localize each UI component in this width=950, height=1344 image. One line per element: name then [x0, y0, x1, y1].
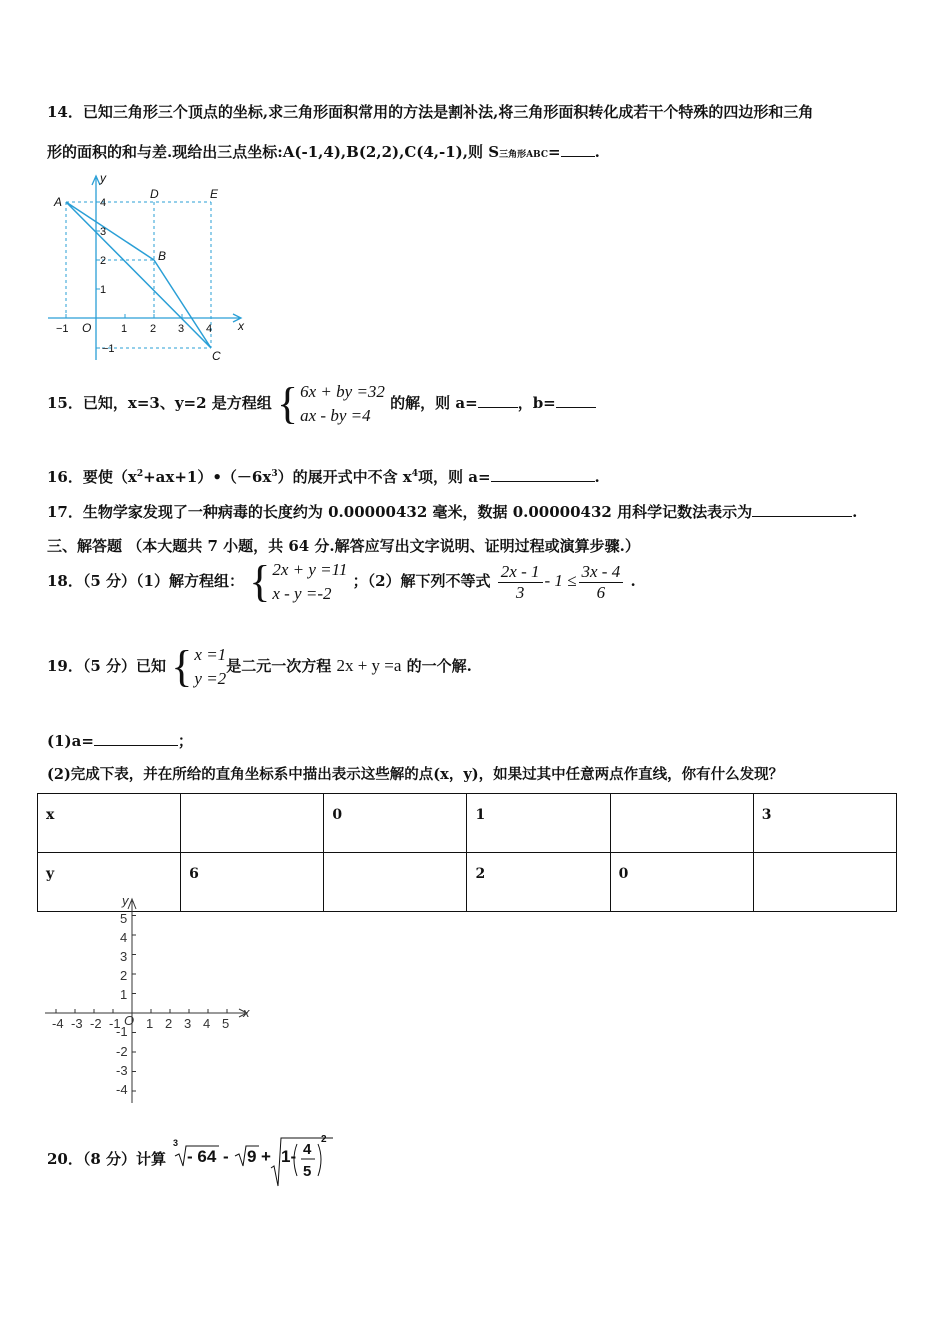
q19-prefix: 19．（5 分）已知 — [47, 657, 167, 675]
q14-subscript: 三角形ABC — [499, 150, 548, 160]
x-tick: 2 — [150, 323, 157, 335]
q18 — [47, 557, 636, 606]
y-tick: 4 — [100, 197, 107, 209]
q19 — [47, 642, 472, 691]
table-cell: 6 — [181, 853, 324, 912]
x-tick: -2 — [90, 1016, 102, 1031]
y-tick: -2 — [116, 1044, 128, 1059]
q19-end: 的一个解. — [406, 657, 472, 675]
q18-f2-den: 6 — [596, 582, 606, 602]
q18-f2-num: 3x - 4 — [579, 562, 624, 583]
table-cell: 0 — [324, 794, 467, 853]
table-cell[interactable] — [181, 794, 324, 853]
y-tick: 2 — [100, 255, 107, 267]
x-tick: 3 — [178, 323, 185, 335]
x-tick: -3 — [71, 1016, 83, 1031]
y-tick: -1 — [116, 1024, 128, 1039]
q20-minus: - — [223, 1147, 229, 1166]
x-tick: 4 — [206, 323, 213, 335]
y-tick: -3 — [116, 1063, 128, 1078]
y-tick: 1 — [120, 987, 128, 1002]
sqrt-arg: 9 — [247, 1147, 257, 1166]
q18-f1-den: 3 — [515, 582, 525, 602]
point-e-label: E — [210, 187, 219, 201]
q16-sup: 3 — [271, 469, 278, 479]
q15-suffix-a: 的解，则 a= — [390, 394, 478, 412]
x-axis-label: x — [243, 1005, 250, 1020]
x-tick: -1 — [109, 1016, 121, 1031]
q14-text: 形的面积的和与差.现给出三点坐标:A(-1,4),B(2,2),C(4,-1),则 S — [47, 143, 500, 161]
q17-answer-blank[interactable] — [752, 502, 852, 517]
x-tick: 4 — [203, 1016, 211, 1031]
y-tick: −1 — [102, 343, 115, 355]
frac-den: 5 — [303, 1163, 312, 1180]
q20-inner: 1- — [281, 1147, 297, 1166]
origin-label: O — [82, 321, 92, 335]
q15-b-blank[interactable] — [556, 393, 596, 408]
q18-minus: - 1 ≤ — [544, 571, 577, 590]
q18-mid: ；（2）解下列不等式 — [352, 572, 491, 590]
q16 — [47, 466, 600, 487]
q16-end: . — [594, 468, 600, 486]
y-tick: 2 — [120, 968, 128, 983]
q16-text: ）的展开式中不含 x — [277, 468, 412, 486]
q15-prefix: 15．已知，x=3、y=2 是方程组 — [47, 394, 272, 412]
y-tick: 3 — [100, 226, 107, 238]
q20-prefix: 20．（8 分）计算 — [47, 1150, 167, 1168]
q19-mid: 是二元一次方程 — [226, 657, 332, 675]
q16-answer-blank[interactable] — [491, 467, 595, 482]
table-cell[interactable] — [324, 853, 467, 912]
q14-line2 — [47, 141, 600, 162]
q20-expression — [171, 1130, 361, 1190]
q20 — [47, 1130, 361, 1190]
point-c-label: C — [212, 349, 221, 363]
table-cell: y — [38, 853, 181, 912]
q16-text: +ax+1）•（－6x — [143, 468, 272, 486]
point-b-label: B — [158, 249, 167, 263]
section-heading: 三、解答题 （本大题共 7 小题，共 64 分.解答应写出文字说明、证明过程或演算步骤.） — [47, 537, 640, 555]
q18-eq1: 2x + y =11 — [272, 560, 348, 579]
blank-coordinate-grid[interactable] — [40, 893, 260, 1108]
point-d-label: D — [150, 187, 159, 201]
q15-suffix-b: ，b= — [517, 394, 556, 412]
q18-eq2: x - y =-2 — [272, 584, 332, 603]
q15-a-blank[interactable] — [478, 393, 518, 408]
q19-part1-end: ； — [177, 732, 193, 750]
q16-text: 项，则 a= — [418, 468, 491, 486]
q15-system: { 6x + by =32 ax - by =4 — [277, 379, 385, 428]
table-cell: x — [38, 794, 181, 853]
q19-eq1: x =1 — [194, 645, 227, 664]
q19-part1-label: (1)a= — [47, 732, 94, 750]
table-cell: 1 — [467, 794, 610, 853]
q16-sup: 2 — [136, 469, 144, 479]
table-cell: 0 — [610, 853, 753, 912]
q17-text: 17．生物学家发现了一种病毒的长度约为 0.00000432 毫米，数据 0.00000432 用科学记数法表示为 — [47, 503, 753, 521]
q19-system: { x =1 y =2 — [171, 642, 227, 691]
origin-label: O — [124, 1013, 135, 1028]
y-tick: 5 — [120, 911, 128, 926]
table-cell: 3 — [753, 794, 896, 853]
q15 — [47, 379, 596, 428]
q15-eq2: ax - by =4 — [300, 406, 371, 425]
y-tick: -4 — [116, 1082, 128, 1097]
q20-plus: + — [261, 1147, 272, 1166]
q19-part1 — [47, 730, 193, 751]
q17-end: . — [852, 503, 858, 521]
q18-fraction-2 — [579, 562, 624, 603]
x-tick: 1 — [146, 1016, 154, 1031]
x-axis-label: x — [238, 319, 244, 333]
q20-exp: 2 — [321, 1134, 327, 1145]
x-tick: −1 — [56, 323, 69, 335]
cbrt-arg: - 64 — [187, 1147, 217, 1166]
x-tick: 2 — [165, 1016, 173, 1031]
y-tick: 3 — [120, 949, 128, 964]
q18-f1-num: 2x - 1 — [498, 562, 543, 583]
q19-part2: (2)完成下表，并在所给的直角坐标系中描出表示这些解的点(x，y)，如果过其中任意两点作直线，你有什么发现？ — [47, 766, 784, 783]
q14-line1: 14．已知三角形三个顶点的坐标,求三角形面积常用的方法是割补法,将三角形面积转化成若干个特殊的四边形和三角 — [47, 103, 814, 121]
point-a-label: A — [54, 195, 63, 209]
y-tick: 1 — [100, 284, 107, 296]
q18-end: . — [630, 572, 636, 590]
q14-eq: = — [547, 143, 561, 161]
x-tick: 3 — [184, 1016, 192, 1031]
table-cell: 2 — [467, 853, 610, 912]
q19-equation: 2x + y =a — [336, 656, 402, 675]
q16-sup: 4 — [411, 469, 419, 479]
q18-system: { 2x + y =11 x - y =-2 — [249, 557, 348, 606]
x-tick: 1 — [121, 323, 128, 335]
q15-eq1: 6x + by =32 — [300, 382, 385, 401]
table-cell[interactable] — [610, 794, 753, 853]
q16-text: 16．要使（x — [47, 468, 137, 486]
q17 — [47, 501, 857, 522]
x-tick: -4 — [52, 1016, 64, 1031]
q18-prefix: 18．（5 分）（1）解方程组： — [47, 572, 244, 590]
q18-fraction-1 — [498, 562, 543, 603]
y-tick: 4 — [120, 930, 128, 945]
y-axis-label: y — [122, 893, 129, 908]
q14-answer-blank[interactable] — [561, 142, 595, 157]
q19-eq2: y =2 — [194, 669, 227, 688]
y-axis-label: y — [100, 171, 106, 185]
table-cell[interactable] — [753, 853, 896, 912]
q19-a-blank[interactable] — [94, 731, 178, 746]
table-row — [38, 794, 897, 853]
q14-end: . — [594, 143, 600, 161]
cbrt-index: 3 — [173, 1138, 179, 1148]
q14-coordinate-figure — [40, 170, 255, 365]
x-tick: 5 — [222, 1016, 230, 1031]
frac-num: 4 — [303, 1141, 312, 1158]
